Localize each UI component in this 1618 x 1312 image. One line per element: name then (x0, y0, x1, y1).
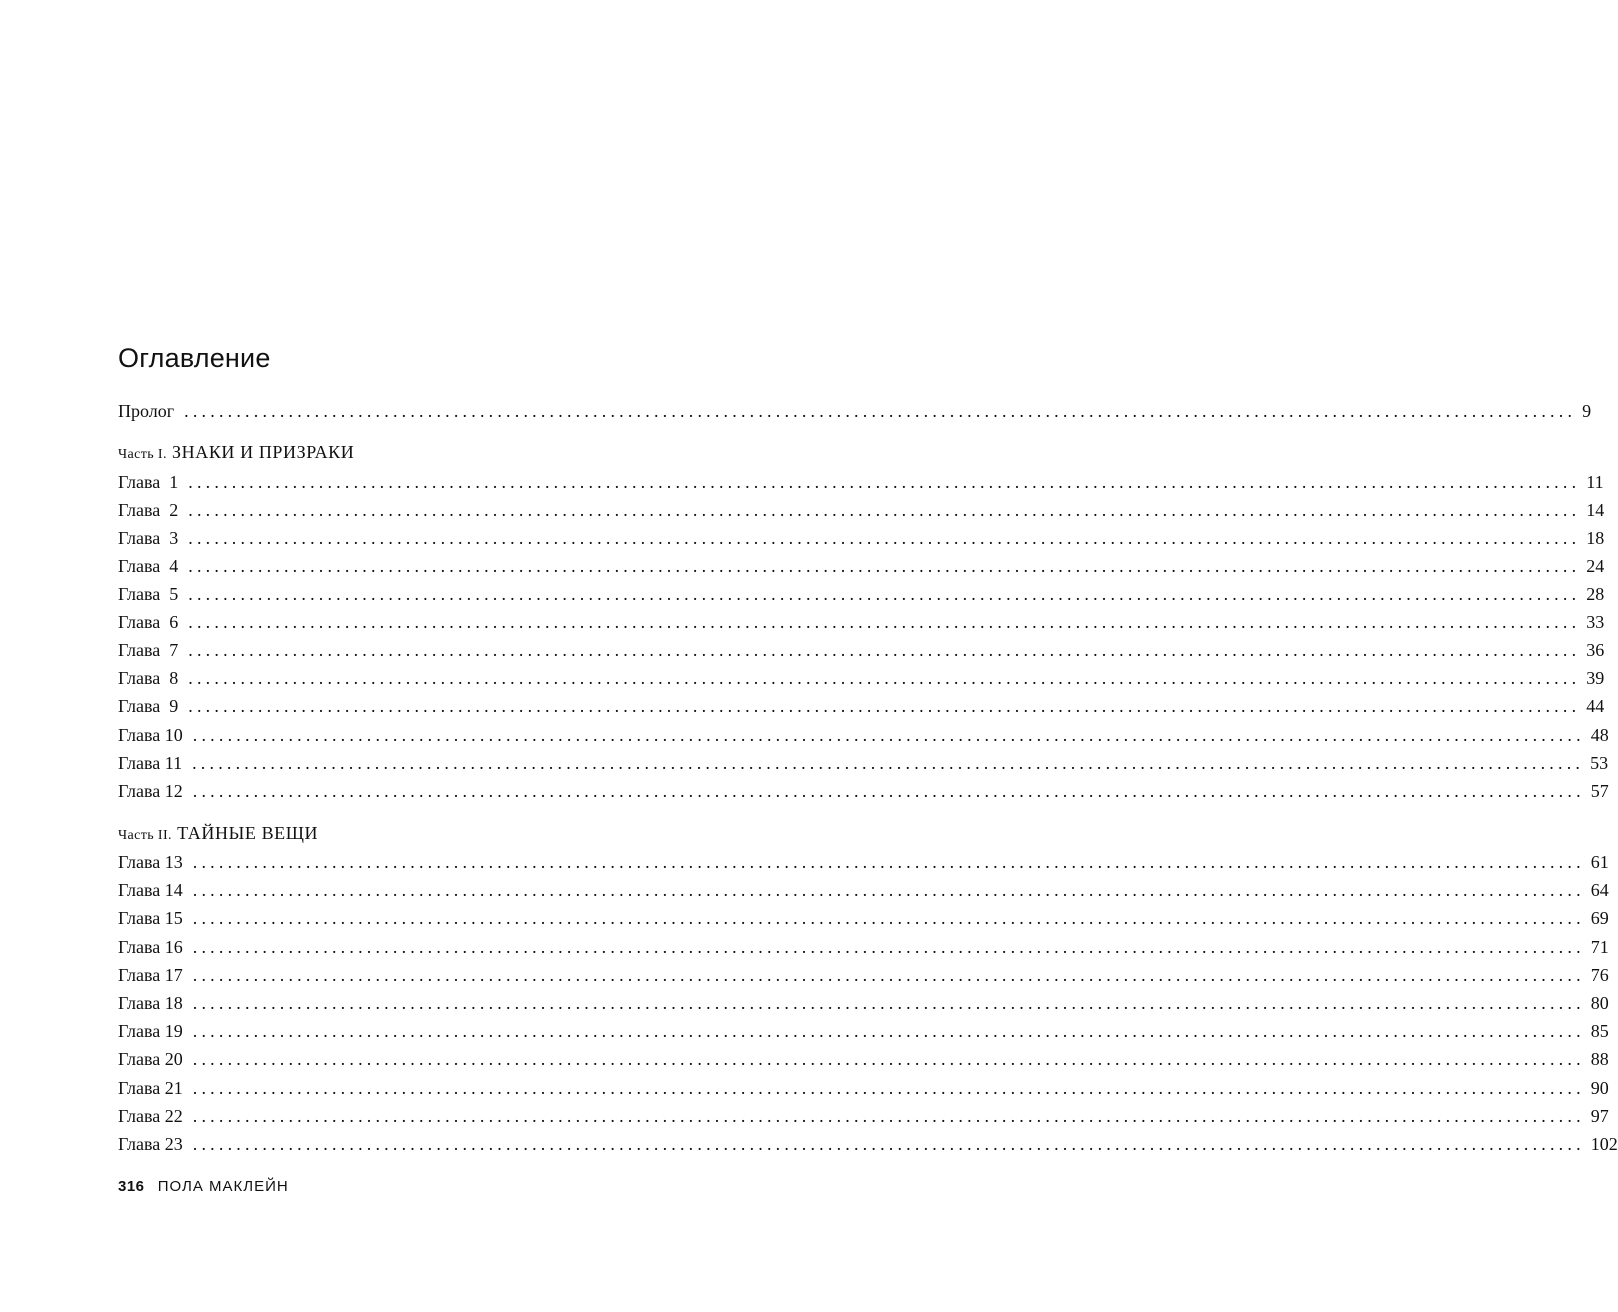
dot-leader: ................................................................................................................................................................ (192, 852, 1585, 872)
toc-entry-page: 102 (1590, 1134, 1618, 1154)
toc-entry-page: 39 (1586, 668, 1605, 688)
toc-entry-label: Глава 19 (118, 1021, 183, 1041)
dot-leader: ................................................................................................................................................................ (192, 781, 1585, 801)
toc-entry-page: 24 (1586, 556, 1605, 576)
toc-entry-page: 9 (1582, 401, 1592, 421)
toc-entry-page: 48 (1590, 725, 1609, 745)
toc-entry[interactable] (118, 777, 1609, 805)
dot-leader: ................................................................................................................................................................ (192, 908, 1585, 928)
toc-entry[interactable] (118, 552, 1605, 580)
toc-entry-page: 64 (1590, 880, 1609, 900)
toc-entry-label: Глава 23 (118, 1134, 183, 1154)
dot-leader: ................................................................................................................................................................ (188, 584, 1581, 604)
toc-entry-label: Глава 12 (118, 781, 183, 801)
toc-entry-label: Глава 18 (118, 993, 183, 1013)
dot-leader: ................................................................................................................................................................ (192, 725, 1585, 745)
dot-leader: ................................................................................................................................................................ (192, 880, 1585, 900)
toc-entry-label: Глава 1 (118, 472, 179, 492)
toc-entry-label: Глава 16 (118, 937, 183, 957)
toc-entry[interactable] (118, 664, 1605, 692)
dot-leader: ................................................................................................................................................................ (188, 472, 1581, 492)
toc-entry-label: Глава 8 (118, 668, 179, 688)
toc-entry[interactable] (118, 989, 1609, 1017)
toc-entry-page: 18 (1586, 528, 1605, 548)
dot-leader: ................................................................................................................................................................ (188, 668, 1581, 688)
dot-leader: ................................................................................................................................................................ (188, 556, 1581, 576)
toc-entry-page: 33 (1586, 612, 1605, 632)
toc-entry[interactable] (118, 692, 1605, 720)
toc-entry[interactable] (118, 524, 1605, 552)
part-heading-1 (118, 438, 354, 466)
toc-entry-label: Глава 14 (118, 880, 183, 900)
toc-entry-page: 69 (1590, 908, 1609, 928)
toc-entry-page: 11 (1586, 472, 1604, 492)
toc-entry[interactable] (118, 636, 1605, 664)
toc-entry-label: Глава 4 (118, 556, 179, 576)
toc-entry-page: 85 (1590, 1021, 1609, 1041)
toc-entry[interactable] (118, 961, 1609, 989)
toc-entry-page: 57 (1590, 781, 1609, 801)
part-heading-2 (118, 819, 318, 847)
part-prefix: Часть I. (118, 447, 167, 462)
dot-leader: ................................................................................................................................................................ (192, 965, 1585, 985)
toc-entry[interactable] (118, 1130, 1618, 1158)
dot-leader: ................................................................................................................................................................ (192, 993, 1585, 1013)
toc-entry-page: 61 (1590, 852, 1609, 872)
toc-entry[interactable] (118, 721, 1609, 749)
toc-entry-label: Глава 13 (118, 852, 183, 872)
toc-entry-page: 14 (1586, 500, 1605, 520)
toc-entry-label: Глава 11 (118, 753, 183, 773)
toc-entry-prologue[interactable] (118, 397, 1592, 425)
toc-entry-page: 28 (1586, 584, 1605, 604)
dot-leader: ................................................................................................................................................................ (192, 1049, 1585, 1069)
toc-entry[interactable] (118, 580, 1605, 608)
toc-entry-page: 71 (1590, 937, 1609, 957)
toc-entry-label: Глава 5 (118, 584, 179, 604)
dot-leader: ................................................................................................................................................................ (188, 500, 1581, 520)
toc-entry-page: 88 (1590, 1049, 1609, 1069)
toc-entry-label: Глава 15 (118, 908, 183, 928)
toc-entry-label: Глава 22 (118, 1106, 183, 1126)
dot-leader: ................................................................................................................................................................ (188, 640, 1581, 660)
toc-entry[interactable] (118, 933, 1609, 961)
toc-entry-label: Глава 17 (118, 965, 183, 985)
toc-entry[interactable] (118, 608, 1605, 636)
dot-leader: ................................................................................................................................................................ (192, 753, 1585, 773)
toc-entry-page: 36 (1586, 640, 1605, 660)
toc-entry[interactable] (118, 876, 1609, 904)
dot-leader: ................................................................................................................................................................ (192, 937, 1585, 957)
dot-leader: ................................................................................................................................................................ (192, 1078, 1585, 1098)
dot-leader: ................................................................................................................................................................ (188, 528, 1581, 548)
running-head-author: ПОЛА МАКЛЕЙН (157, 1178, 289, 1195)
dot-leader: ................................................................................................................................................................ (192, 1134, 1585, 1154)
toc-entry-label: Глава 7 (118, 640, 179, 660)
toc-entry[interactable] (118, 1102, 1609, 1130)
toc-entry[interactable] (118, 468, 1604, 496)
toc-entry-label: Глава 21 (118, 1078, 183, 1098)
toc-entry[interactable] (118, 848, 1609, 876)
part-title: ЗНАКИ И ПРИЗРАКИ (172, 442, 355, 462)
toc-entry-page: 90 (1590, 1078, 1609, 1098)
toc-entry-page: 44 (1586, 696, 1605, 716)
toc-entry-page: 80 (1590, 993, 1609, 1013)
dot-leader: ................................................................................................................................................................ (188, 612, 1581, 632)
toc-entry[interactable] (118, 749, 1609, 777)
toc-entry-label: Глава 2 (118, 500, 179, 520)
page-title: Оглавление (118, 343, 271, 373)
toc-entry-page: 76 (1590, 965, 1609, 985)
toc-entry-page: 97 (1590, 1106, 1609, 1126)
part-prefix: Часть II. (118, 828, 172, 843)
dot-leader: ................................................................................................................................................................ (192, 1021, 1585, 1041)
toc-entry-label: Пролог (118, 401, 175, 421)
toc-entry[interactable] (118, 496, 1605, 524)
toc-entry-label: Глава 10 (118, 725, 183, 745)
page-footer (118, 1175, 289, 1199)
dot-leader: ................................................................................................................................................................ (188, 696, 1581, 716)
dot-leader: ................................................................................................................................................................ (184, 401, 1577, 421)
dot-leader: ................................................................................................................................................................ (192, 1106, 1585, 1126)
page-number: 316 (118, 1178, 145, 1195)
toc-entry-label: Глава 9 (118, 696, 179, 716)
toc-entry-page: 53 (1590, 753, 1609, 773)
toc-entry[interactable] (118, 1045, 1609, 1073)
toc-entry-label: Глава 3 (118, 528, 179, 548)
toc-entry[interactable] (118, 1074, 1609, 1102)
toc-entry-label: Глава 20 (118, 1049, 183, 1069)
toc-entry[interactable] (118, 904, 1609, 932)
part-title: ТАЙНЫЕ ВЕЩИ (177, 823, 319, 843)
toc-entry-label: Глава 6 (118, 612, 179, 632)
toc-entry[interactable] (118, 1017, 1609, 1045)
